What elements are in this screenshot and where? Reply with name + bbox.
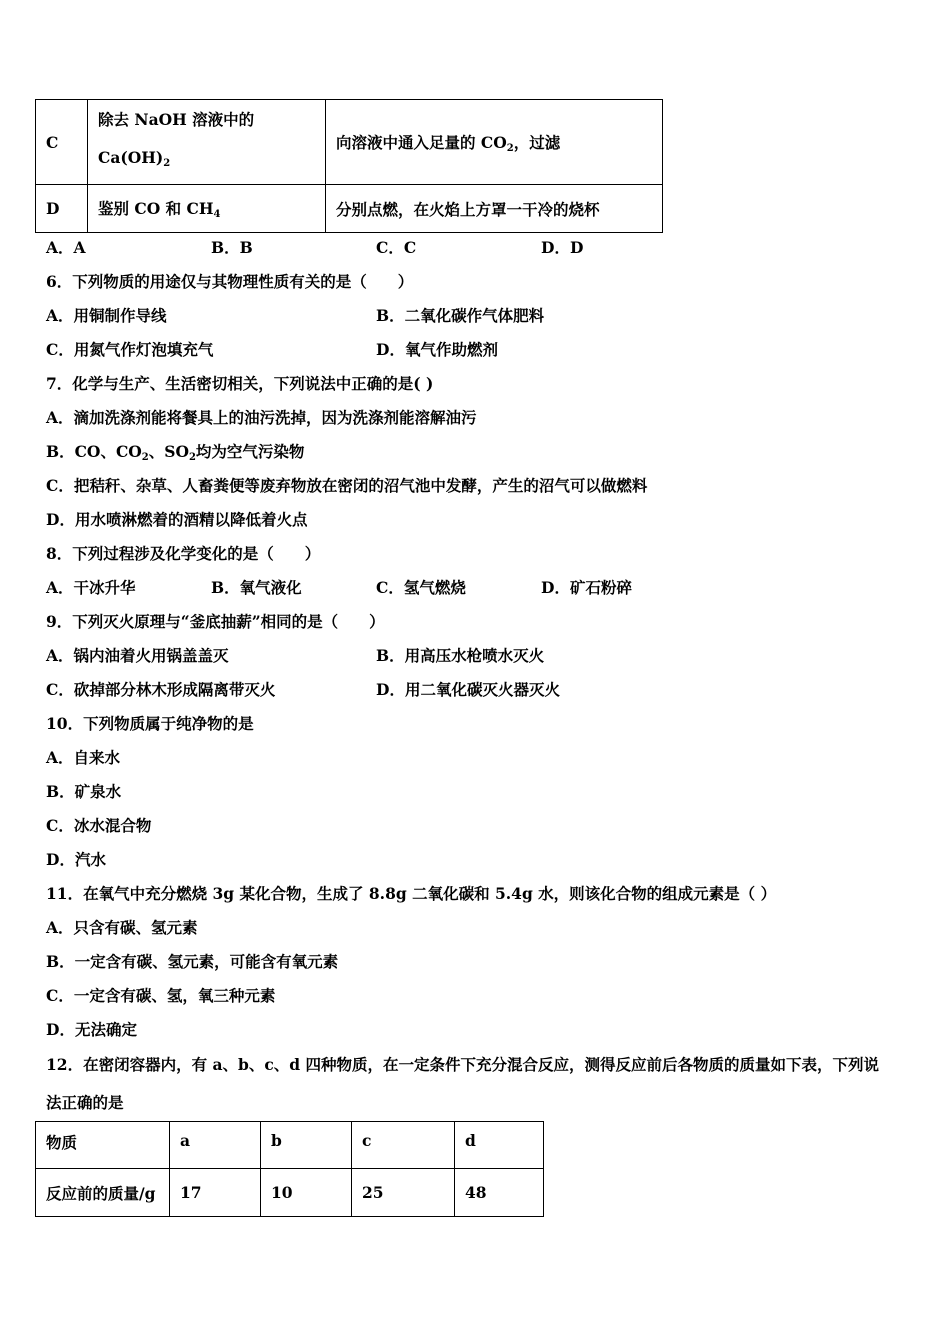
- q6-option-d: D．氧气作助燃剂: [376, 340, 498, 359]
- q9-option-b: B．用高压水枪喷水灭火: [376, 646, 545, 665]
- q6-option-c: C．用氮气作灯泡填充气: [46, 340, 214, 359]
- table-row: [36, 1169, 544, 1217]
- q10-option-a: A．自来水: [46, 748, 121, 767]
- header-cell: c: [352, 1122, 455, 1169]
- table-cell: 17: [170, 1169, 261, 1217]
- q10-option-b: B．矿泉水: [46, 782, 122, 801]
- q5-option-b: B．B: [211, 238, 253, 257]
- q8-option-c: C．氢气燃烧: [376, 578, 466, 597]
- table-header-row: [36, 1122, 544, 1169]
- q11-stem: 11．在氧气中充分燃烧 3g 某化合物，生成了 8.8g 二氧化碳和 5.4g 水，则该化合物的组成元素是（ ）: [46, 884, 777, 903]
- q7-option-a: A．滴加洗涤剂能将餐具上的油污洗掉，因为洗涤剂能溶解油污: [46, 408, 477, 427]
- q10-option-c: C．冰水混合物: [46, 816, 152, 835]
- q10-stem: 10．下列物质属于纯净物的是: [46, 714, 254, 733]
- q12-stem-line1: 12．在密闭容器内，有 a、b、c、d 四种物质，在一定条件下充分混合反应，测得反应前后各物质的质量如下表，下列说: [46, 1055, 880, 1074]
- q9-option-c: C．砍掉部分林木形成隔离带灭火: [46, 680, 276, 699]
- q8-stem: 8．下列过程涉及化学变化的是（ ）: [46, 544, 321, 563]
- q9-option-d: D．用二氧化碳灭火器灭火: [376, 680, 560, 699]
- q6-stem: 6．下列物质的用途仅与其物理性质有关的是（ ）: [46, 272, 414, 291]
- purpose-line1: 除去 NaOH 溶液中的: [98, 110, 255, 129]
- q11-option-b: B．一定含有碳、氢元素，可能含有氧元素: [46, 952, 339, 971]
- method-cell: 分别点燃，在火焰上方罩一干冷的烧杯: [326, 185, 663, 233]
- table-row: [36, 100, 663, 185]
- header-cell: d: [455, 1122, 544, 1169]
- row-key: C: [36, 100, 88, 185]
- q7-option-b: B．CO、$CO_2$、$SO_2$均为空气污染物: [46, 442, 305, 463]
- q6-option-b: B．二氧化碳作气体肥料: [376, 306, 545, 325]
- table-cell: 10: [261, 1169, 352, 1217]
- q7-option-d: D．用水喷淋燃着的酒精以降低着火点: [46, 510, 308, 529]
- table-cell: 25: [352, 1169, 455, 1217]
- options-table: [35, 99, 663, 233]
- q9-option-a: A．锅内油着火用锅盖盖灭: [46, 646, 229, 665]
- q5-option-a: A．A: [46, 238, 86, 257]
- q7-stem: 7．化学与生产、生活密切相关，下列说法中正确的是( ): [46, 374, 434, 393]
- row-key: D: [36, 185, 88, 233]
- q11-option-a: A．只含有碳、氢元素: [46, 918, 198, 937]
- method-cell: 向溶液中通入足量的 $CO_2$，过滤: [326, 100, 663, 185]
- header-cell: b: [261, 1122, 352, 1169]
- q8-option-a: A．干冰升华: [46, 578, 136, 597]
- table-cell: 反应前的质量/g: [36, 1169, 170, 1217]
- mass-table: [35, 1121, 544, 1217]
- q8-option-d: D．矿石粉碎: [541, 578, 632, 597]
- table-row: [36, 185, 663, 233]
- q8-option-b: B．氧气液化: [211, 578, 302, 597]
- q11-option-c: C．一定含有碳、氢，氧三种元素: [46, 986, 276, 1005]
- q5-option-c: C．C: [376, 238, 417, 257]
- header-cell: 物质: [36, 1122, 170, 1169]
- q11-option-d: D．无法确定: [46, 1020, 137, 1039]
- header-cell: a: [170, 1122, 261, 1169]
- q10-option-d: D．汽水: [46, 850, 106, 869]
- q12-stem-line2: 法正确的是: [46, 1093, 124, 1112]
- q5-option-d: D．D: [541, 238, 584, 257]
- purpose-cell: [88, 100, 326, 185]
- purpose-line2: $Ca(OH)_2$: [98, 148, 171, 169]
- q6-option-a: A．用铜制作导线: [46, 306, 167, 325]
- q7-option-c: C．把秸秆、杂草、人畜粪便等废弃物放在密闭的沼气池中发酵，产生的沼气可以做燃料: [46, 476, 648, 495]
- q9-stem: 9．下列灭火原理与“釜底抽薪”相同的是（ ）: [46, 612, 385, 631]
- purpose-cell: 鉴别 CO 和 $CH_4$: [88, 185, 326, 233]
- table-cell: 48: [455, 1169, 544, 1217]
